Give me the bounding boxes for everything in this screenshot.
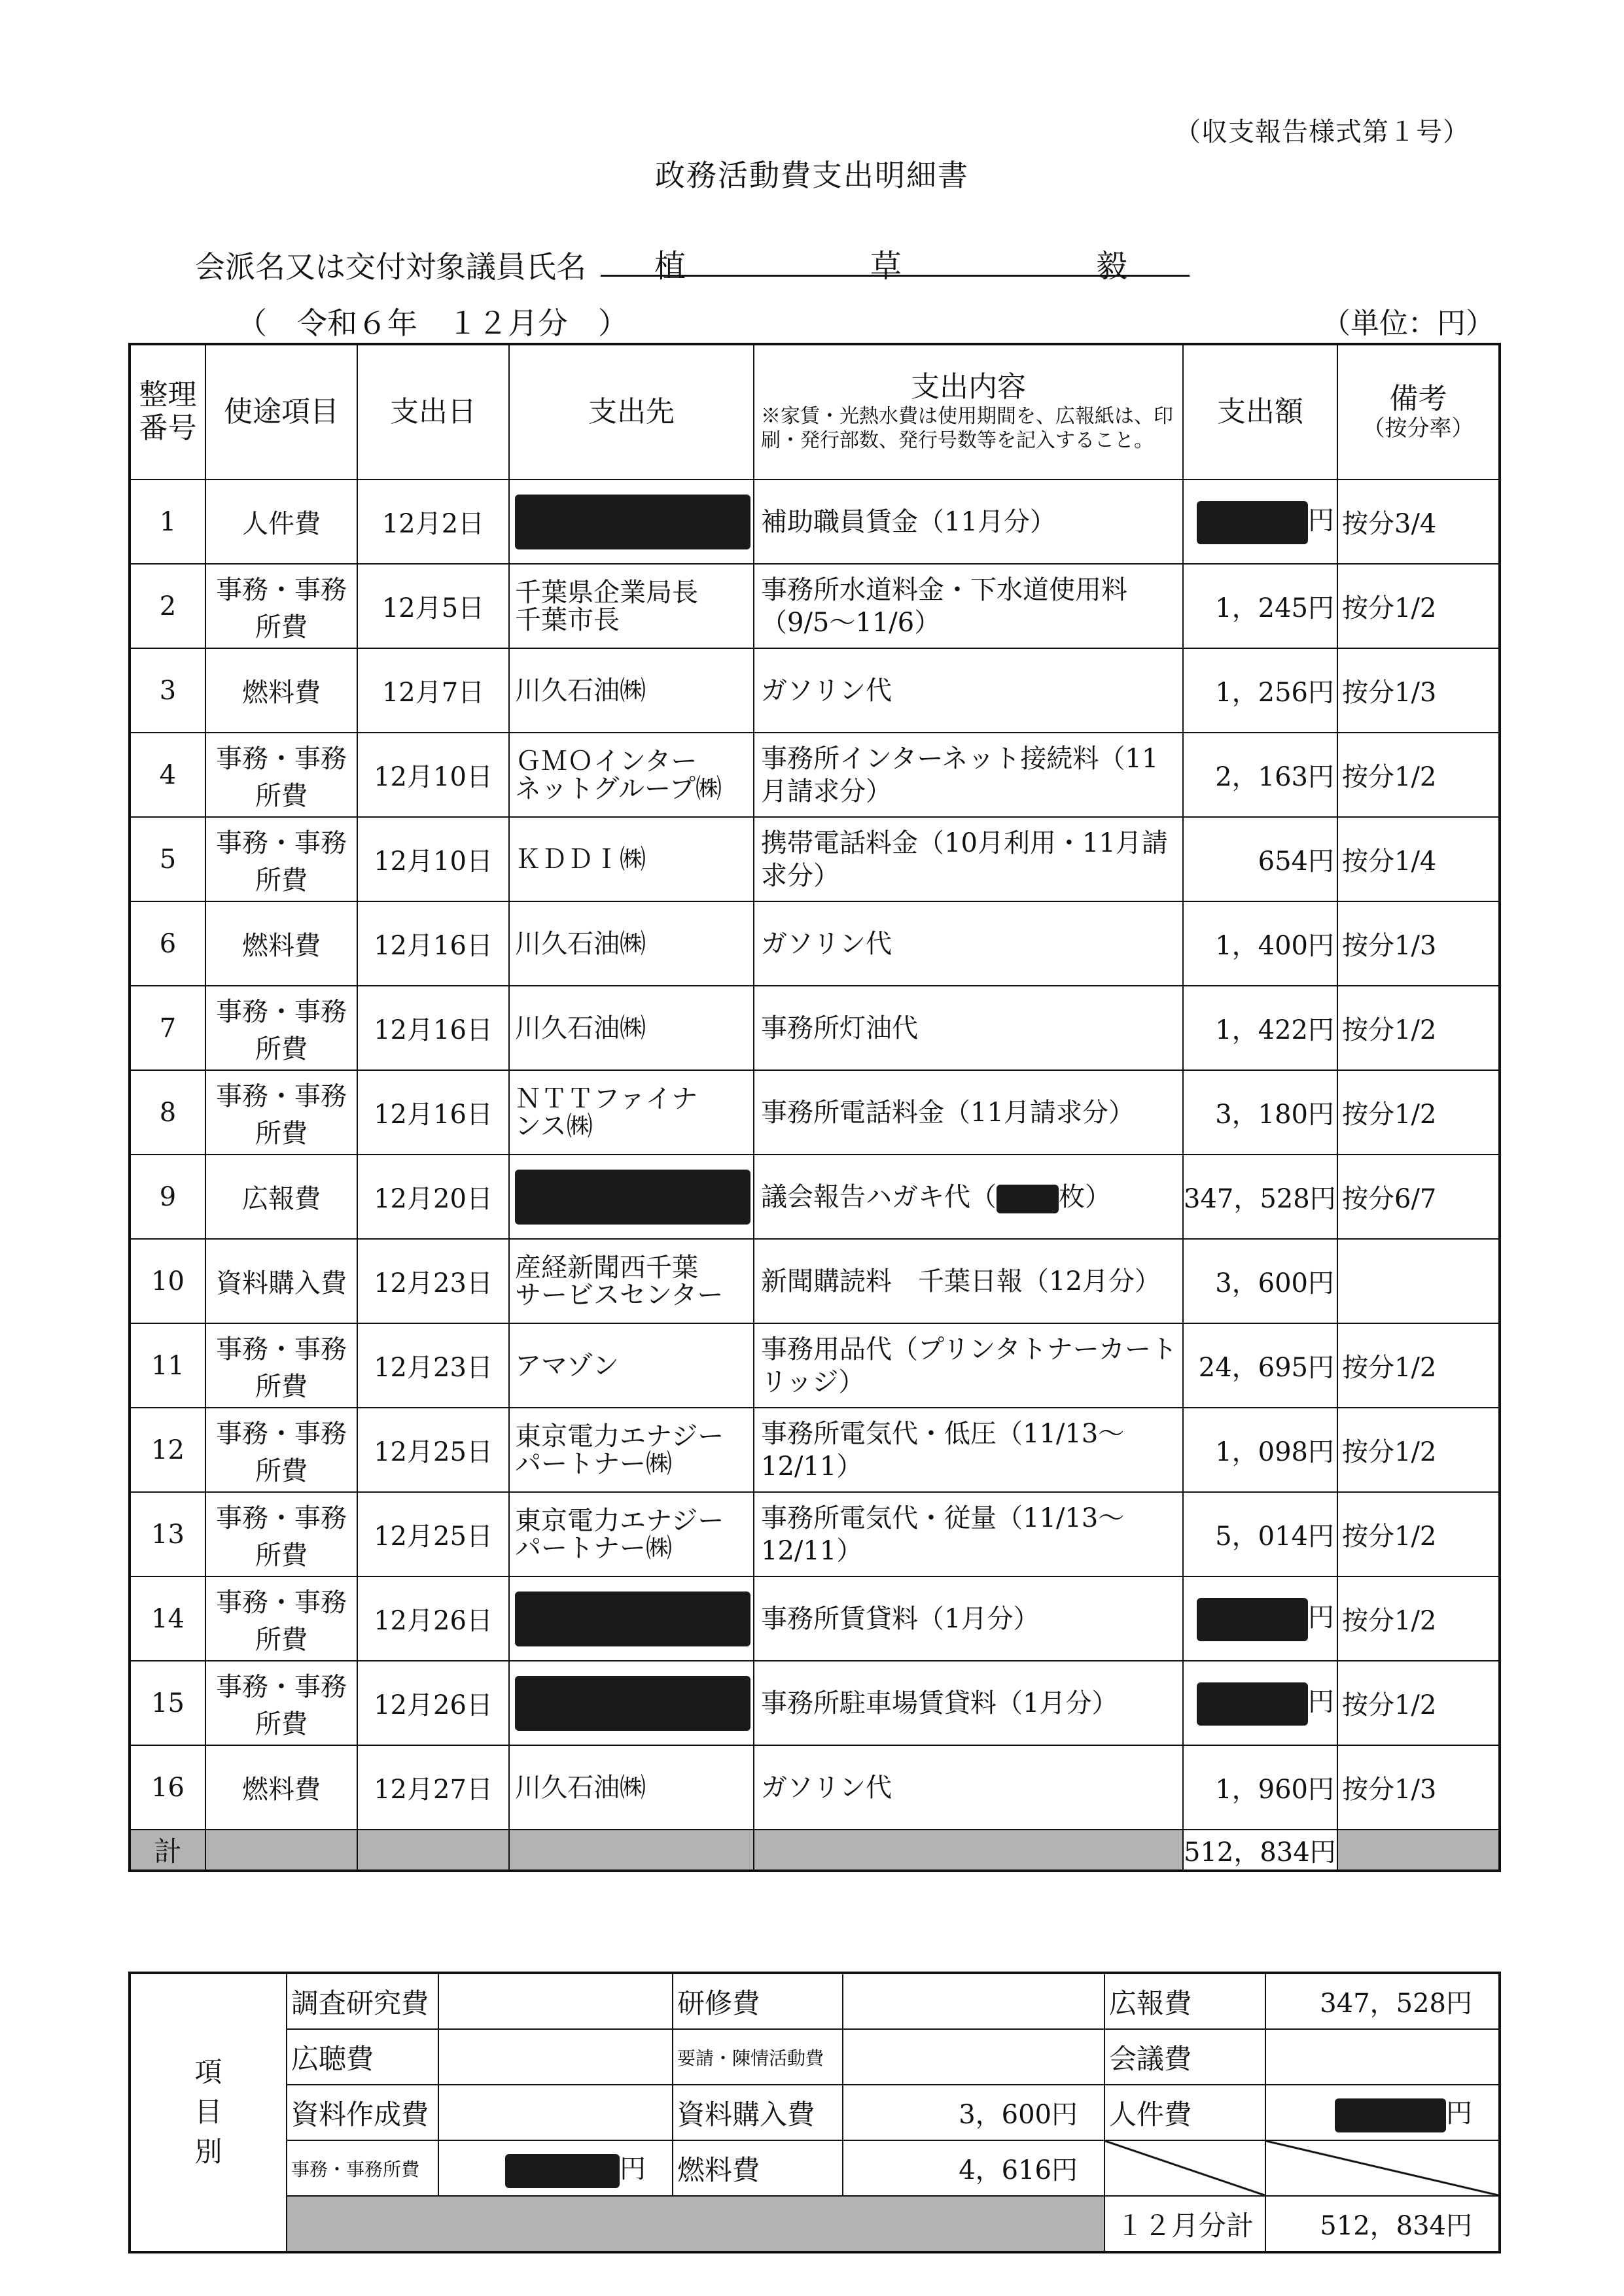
member-label: 会派名又は交付対象議員氏名: [195, 249, 586, 285]
row-amount: [1183, 986, 1337, 1070]
summary-label-materials-creation: 資料作成費: [287, 2085, 438, 2140]
row-payee: [509, 986, 754, 1070]
row-amount: [1183, 733, 1337, 817]
row-number: 3: [130, 648, 205, 733]
summary-blank-slashed: [1104, 2140, 1265, 2196]
row-payee: [509, 1408, 754, 1492]
redaction-block: [515, 495, 750, 549]
row-number: 5: [130, 817, 205, 901]
row-amount: [1183, 1492, 1337, 1576]
summary-amount-meeting: [1265, 2029, 1500, 2085]
row-detail: [754, 1492, 1183, 1576]
row-payee: [509, 564, 754, 648]
row-detail: [754, 733, 1183, 817]
summary-amount-hearing: [438, 2029, 673, 2085]
table-row: [130, 733, 1500, 817]
row-payee: [509, 733, 754, 817]
total-label: 計: [130, 1830, 205, 1871]
amount-text: 1，400円: [1215, 931, 1334, 961]
row-note: 按分1/2: [1337, 1408, 1500, 1492]
summary-gray-area: [287, 2196, 1104, 2252]
row-amount: [1183, 1155, 1337, 1239]
table-row: [130, 986, 1500, 1070]
detail-text: ガソリン代: [761, 675, 892, 706]
row-category: 資料購入費: [205, 1239, 357, 1323]
row-detail: [754, 1070, 1183, 1155]
row-category: 事務・事務所費: [205, 817, 357, 901]
row-category: 事務・事務所費: [205, 1070, 357, 1155]
summary-row-5: [130, 2196, 1500, 2252]
row-category: 事務・事務所費: [205, 564, 357, 648]
table-row: [130, 1408, 1500, 1492]
header-row: [130, 344, 1500, 479]
period: （ 令和６年 １２月分 ）: [237, 305, 628, 341]
summary-amount-training: [843, 1973, 1104, 2029]
summary-row-2: [130, 2029, 1500, 2085]
amount-text: 3，180円: [1215, 1100, 1334, 1130]
header-payee: 支出先: [509, 344, 754, 479]
table-row: [130, 1576, 1500, 1661]
header-detail-note: ※家賃・光熱水費は使用期間を、広報紙は、印刷・発行部数、発行号数等を記入すること。: [761, 404, 1173, 453]
row-detail: [754, 1576, 1183, 1661]
row-category: 事務・事務所費: [205, 1661, 357, 1745]
row-detail: [754, 817, 1183, 901]
header-date: 支出日: [357, 344, 509, 479]
row-note: 按分1/3: [1337, 901, 1500, 986]
row-amount: [1183, 1745, 1337, 1830]
summary-amount-petition: [843, 2029, 1104, 2085]
detail-text: ガソリン代: [761, 1772, 892, 1803]
row-detail: [754, 901, 1183, 986]
row-date: 12月5日: [357, 564, 509, 648]
row-payee: [509, 1492, 754, 1576]
row-amount: [1183, 1408, 1337, 1492]
detail-text: 事務所灯油代: [761, 1013, 918, 1043]
row-number: 13: [130, 1492, 205, 1576]
row-number: 16: [130, 1745, 205, 1830]
row-note: 按分1/2: [1337, 1492, 1500, 1576]
row-category: 人件費: [205, 479, 357, 564]
total-row: [130, 1830, 1500, 1871]
row-number: 10: [130, 1239, 205, 1323]
header-note-title: 備考: [1389, 382, 1447, 416]
row-detail: [754, 1239, 1183, 1323]
amount-text: 1，256円: [1215, 678, 1334, 708]
row-date: 12月2日: [357, 479, 509, 564]
payee-text: 産経新聞西千葉 サービスセンター: [515, 1252, 724, 1310]
row-date: 12月16日: [357, 1070, 509, 1155]
table-row: [130, 479, 1500, 564]
detail-text: 新聞購読料 千葉日報（12月分）: [761, 1266, 1161, 1296]
row-note: 按分1/2: [1337, 564, 1500, 648]
detail-text: 事務所電話料金（11月請求分）: [761, 1097, 1135, 1128]
detail-text: 補助職員賃金（11月分）: [761, 506, 1056, 537]
table-row: [130, 1070, 1500, 1155]
table-row: [130, 901, 1500, 986]
amount-text: 3，600円: [1215, 1268, 1334, 1298]
row-detail: [754, 479, 1183, 564]
amount-text: 5，014円: [1215, 1522, 1334, 1552]
summary-row-1: [130, 1973, 1500, 2029]
row-category: 事務・事務所費: [205, 1492, 357, 1576]
payee-text: アマゾン: [515, 1350, 619, 1381]
row-payee: [509, 1155, 754, 1239]
row-category: 燃料費: [205, 648, 357, 733]
redaction-block: [515, 1170, 750, 1225]
summary-row-4: [130, 2140, 1500, 2196]
summary-amount-research: [438, 1973, 673, 2029]
row-detail: [754, 564, 1183, 648]
row-detail: [754, 1745, 1183, 1830]
summary-amount-fuel: 4，616円: [843, 2140, 1104, 2196]
row-note: 按分1/4: [1337, 817, 1500, 901]
row-date: 12月16日: [357, 986, 509, 1070]
summary-amount-personnel-unit: 円: [1446, 2098, 1472, 2129]
page-title: 政務活動費支出明細書: [655, 158, 969, 193]
row-category: 広報費: [205, 1155, 357, 1239]
amount-text: 1，098円: [1215, 1437, 1334, 1467]
row-number: 8: [130, 1070, 205, 1155]
row-payee: [509, 1239, 754, 1323]
row-category: 事務・事務所費: [205, 1323, 357, 1408]
unit-label: （単位：円）: [1322, 307, 1494, 340]
amount-text: 2，163円: [1215, 762, 1334, 792]
table-row: [130, 1492, 1500, 1576]
row-note: 按分1/3: [1337, 1745, 1500, 1830]
row-note: 按分1/2: [1337, 1576, 1500, 1661]
row-note: 按分1/2: [1337, 1070, 1500, 1155]
row-amount: [1183, 648, 1337, 733]
summary-row-3: [130, 2085, 1500, 2140]
row-detail: [754, 1323, 1183, 1408]
row-number: 4: [130, 733, 205, 817]
detail-text: 議会報告ハガキ代（: [761, 1181, 997, 1212]
row-note: 按分1/2: [1337, 1661, 1500, 1745]
summary-side-label: 項 目 別: [130, 1973, 287, 2252]
row-amount: [1183, 479, 1337, 564]
summary-monthly-total: 512，834円: [1265, 2196, 1500, 2252]
row-date: 12月27日: [357, 1745, 509, 1830]
row-number: 15: [130, 1661, 205, 1745]
row-detail: [754, 648, 1183, 733]
detail-text: ガソリン代: [761, 928, 892, 959]
payee-text: ＫＤＤＩ㈱: [515, 844, 646, 875]
summary-label-publicity: 広報費: [1104, 1973, 1265, 2029]
detail-text-end: 枚）: [1059, 1181, 1111, 1212]
row-amount: [1183, 1070, 1337, 1155]
row-amount: [1183, 817, 1337, 901]
payee-text: 千葉県企業局長 千葉市長: [515, 577, 698, 635]
row-detail: [754, 986, 1183, 1070]
row-number: 6: [130, 901, 205, 986]
member-name-part-2: 草: [870, 248, 902, 285]
table-row: [130, 1661, 1500, 1745]
payee-text: 川久石油㈱: [515, 1013, 646, 1043]
header-amount: 支出額: [1183, 344, 1337, 479]
detail-text: 携帯電話料金（10月利用・11月請求分）: [761, 827, 1168, 891]
payee-text: 東京電力エナジー パートナー㈱: [515, 1421, 724, 1479]
payee-text: 川久石油㈱: [515, 675, 646, 706]
category-summary-table: [128, 1972, 1501, 2253]
detail-text: 事務所電気代・従量（11/13～12/11）: [761, 1503, 1125, 1566]
payee-text: 川久石油㈱: [515, 928, 646, 959]
summary-label-materials-purchase: 資料購入費: [673, 2085, 843, 2140]
redaction-block: [1197, 1598, 1308, 1641]
table-row: [130, 1155, 1500, 1239]
amount-text: 1，422円: [1215, 1015, 1334, 1045]
header-category: 使途項目: [205, 344, 357, 479]
row-number: 2: [130, 564, 205, 648]
header-detail-title: 支出内容: [911, 370, 1026, 404]
total-empty-cell: [754, 1830, 1183, 1871]
summary-label-office: 事務・事務所費: [287, 2140, 438, 2196]
summary-label-hearing: 広聴費: [287, 2029, 438, 2085]
header-detail: [754, 344, 1183, 479]
row-amount: [1183, 564, 1337, 648]
row-payee: [509, 648, 754, 733]
row-note: 按分1/3: [1337, 648, 1500, 733]
amount-text: 24，695円: [1198, 1353, 1334, 1383]
row-date: 12月26日: [357, 1661, 509, 1745]
row-category: 燃料費: [205, 901, 357, 986]
row-payee: [509, 479, 754, 564]
table-row: [130, 648, 1500, 733]
summary-amount-materials-creation: [438, 2085, 673, 2140]
amount-text: 円: [1308, 505, 1334, 536]
amount-text: 1，245円: [1215, 593, 1334, 623]
table-row: [130, 817, 1500, 901]
row-detail: [754, 1661, 1183, 1745]
row-date: 12月25日: [357, 1492, 509, 1576]
table-row: [130, 564, 1500, 648]
total-amount: 512，834円: [1183, 1830, 1337, 1871]
row-date: 12月23日: [357, 1323, 509, 1408]
expense-table: [128, 343, 1501, 1872]
redaction-block: [505, 2154, 620, 2188]
amount-text: 1，960円: [1215, 1775, 1334, 1805]
table-row: [130, 1323, 1500, 1408]
row-note: 按分6/7: [1337, 1155, 1500, 1239]
summary-amount-office-unit: 円: [620, 2154, 646, 2184]
redaction-block: [997, 1185, 1059, 1213]
row-number: 1: [130, 479, 205, 564]
redaction-block: [515, 1676, 750, 1731]
row-number: 11: [130, 1323, 205, 1408]
payee-text: 東京電力エナジー パートナー㈱: [515, 1505, 724, 1563]
row-date: 12月16日: [357, 901, 509, 986]
row-payee: [509, 1745, 754, 1830]
summary-label-personnel: 人件費: [1104, 2085, 1265, 2140]
row-note: 按分1/2: [1337, 986, 1500, 1070]
detail-text: 事務所水道料金・下水道使用料（9/5～11/6）: [761, 574, 1127, 638]
summary-amount-publicity: 347，528円: [1265, 1973, 1500, 2029]
summary-blank-slashed: [1265, 2140, 1500, 2196]
row-category: 事務・事務所費: [205, 733, 357, 817]
redaction-block: [1335, 2098, 1446, 2132]
row-number: 12: [130, 1408, 205, 1492]
row-date: 12月26日: [357, 1576, 509, 1661]
row-note: 按分1/2: [1337, 1323, 1500, 1408]
amount-text: 654円: [1258, 846, 1334, 877]
row-date: 12月20日: [357, 1155, 509, 1239]
row-payee: [509, 1070, 754, 1155]
row-payee: [509, 817, 754, 901]
summary-amount-personnel: [1265, 2085, 1500, 2140]
detail-text: 事務所駐車場賃貸料（1月分）: [761, 1688, 1118, 1718]
summary-label-training: 研修費: [673, 1973, 843, 2029]
row-category: 事務・事務所費: [205, 1408, 357, 1492]
summary-amount-materials-purchase: 3，600円: [843, 2085, 1104, 2140]
summary-amount-office: [438, 2140, 673, 2196]
row-note: [1337, 1239, 1500, 1323]
row-note: 按分3/4: [1337, 479, 1500, 564]
row-category: 事務・事務所費: [205, 986, 357, 1070]
summary-label-meeting: 会議費: [1104, 2029, 1265, 2085]
amount-text: 347，528円: [1184, 1184, 1336, 1214]
summary-label-petition: 要請・陳情活動費: [673, 2029, 843, 2085]
form-number: （収支報告様式第１号）: [1174, 117, 1470, 147]
detail-text: 事務用品代（プリンタトナーカートリッジ）: [761, 1334, 1177, 1397]
row-amount: [1183, 1323, 1337, 1408]
row-amount: [1183, 1661, 1337, 1745]
redaction-block: [515, 1592, 750, 1646]
detail-text: 事務所賃貸料（1月分）: [761, 1603, 1040, 1634]
header-note-sub: （按分率）: [1362, 415, 1474, 442]
total-empty-cell: [205, 1830, 357, 1871]
row-date: 12月10日: [357, 817, 509, 901]
payee-text: 川久石油㈱: [515, 1772, 646, 1803]
amount-text: 円: [1308, 1602, 1334, 1633]
row-category: 事務・事務所費: [205, 1576, 357, 1661]
summary-label-fuel: 燃料費: [673, 2140, 843, 2196]
row-date: 12月23日: [357, 1239, 509, 1323]
row-date: 12月10日: [357, 733, 509, 817]
row-amount: [1183, 901, 1337, 986]
row-category: 燃料費: [205, 1745, 357, 1830]
table-row: [130, 1745, 1500, 1830]
detail-text: 事務所電気代・低圧（11/13～12/11）: [761, 1418, 1125, 1482]
row-amount: [1183, 1576, 1337, 1661]
total-empty-cell: [1337, 1830, 1500, 1871]
row-note: 按分1/2: [1337, 733, 1500, 817]
header-no: 整理 番号: [130, 344, 205, 479]
amount-text: 円: [1308, 1686, 1334, 1717]
member-name-part-3: 毅: [1096, 248, 1128, 285]
redaction-block: [1197, 1682, 1308, 1726]
row-date: 12月25日: [357, 1408, 509, 1492]
row-number: 14: [130, 1576, 205, 1661]
table-row: [130, 1239, 1500, 1323]
row-amount: [1183, 1239, 1337, 1323]
row-payee: [509, 901, 754, 986]
total-empty-cell: [357, 1830, 509, 1871]
payee-text: ＧＭＯインター ネットグループ㈱: [515, 746, 722, 804]
summary-monthly-label: １２月分計: [1104, 2196, 1265, 2252]
member-name-part-1: 植: [654, 248, 686, 285]
header-note: [1337, 344, 1500, 479]
row-detail: [754, 1155, 1183, 1239]
row-detail: [754, 1408, 1183, 1492]
total-empty-cell: [509, 1830, 754, 1871]
row-number: 9: [130, 1155, 205, 1239]
row-payee: [509, 1576, 754, 1661]
redaction-block: [1197, 501, 1308, 544]
row-payee: [509, 1661, 754, 1745]
row-date: 12月7日: [357, 648, 509, 733]
row-payee: [509, 1323, 754, 1408]
summary-label-research: 調査研究費: [287, 1973, 438, 2029]
row-number: 7: [130, 986, 205, 1070]
detail-text: 事務所インターネット接続料（11月請求分）: [761, 743, 1159, 807]
payee-text: ＮＴＴファイナ ンス㈱: [515, 1083, 698, 1141]
